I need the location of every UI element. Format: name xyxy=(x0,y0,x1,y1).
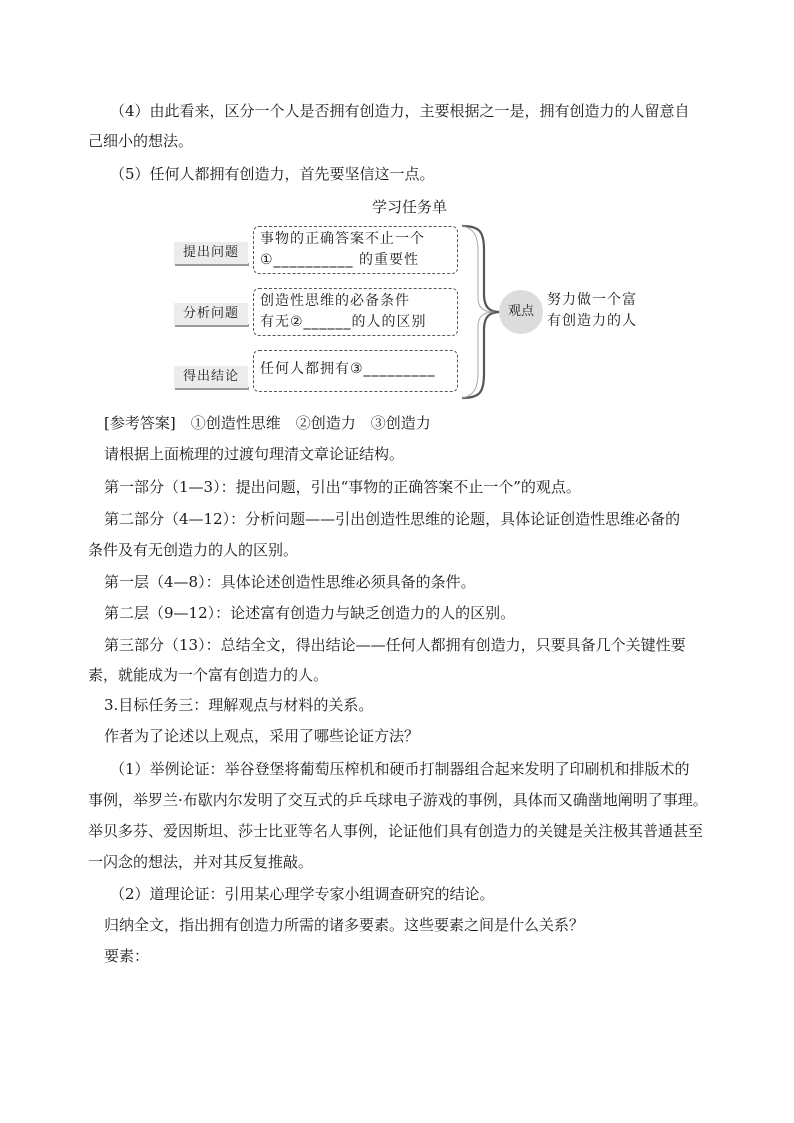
box-analysis xyxy=(253,288,458,336)
paragraph-4-continued: 己细小的想法。 xyxy=(88,132,194,150)
viewpoint-conclusion xyxy=(547,290,637,332)
method-example: （1）举例论证：举谷登堡将葡萄压榨机和硬币打制器组合起来发明了印刷机和排版术的 xyxy=(110,760,690,778)
box-conclusion xyxy=(253,350,458,392)
paragraph-4: （4）由此看来，区分一个人是否拥有创造力，主要根据之一是，拥有创造力的人留意自 xyxy=(110,102,690,120)
part-one: 第一部分（1—3）：提出问题，引出“事物的正确答案不止一个”的观点。 xyxy=(104,478,581,496)
viewpoint-conclusion-line1: 努力做一个富 xyxy=(547,292,637,308)
viewpoint-conclusion-line2: 有创造力的人 xyxy=(547,313,637,329)
box-question-line2: ①__________ 的重要性 xyxy=(260,252,420,268)
elements-label: 要素： xyxy=(104,947,150,965)
box-question-line1: 事物的正确答案不止一个 xyxy=(260,231,425,247)
paragraph-5: （5）任何人都拥有创造力，首先要坚信这一点。 xyxy=(110,165,435,183)
label-raise-question: 提出问题 xyxy=(174,242,248,264)
part-two: 第二部分（4—12）：分析问题——引出创造性思维的论题，具体论证创造性思维必备的 xyxy=(104,510,681,528)
method-example-line3: 举贝多芬、爱因斯坦、莎士比亚等名人事例，论证他们具有创造力的关键是关注极其普通甚至 xyxy=(88,822,704,840)
box-conclusion-line1: 任何人都拥有③_________ xyxy=(260,361,436,377)
box-analysis-line1: 创造性思维的必备条件 xyxy=(260,293,410,309)
method-example-line2: 事例，举罗兰·布歇内尔发明了交互式的乒乓球电子游戏的事例，具体而又确凿地阐明了事理。 xyxy=(88,791,708,809)
part-three: 第三部分（13）：总结全文，得出结论——任何人都拥有创造力，只要具备几个关键性要 xyxy=(104,636,686,654)
layer-one: 第一层（4—8）：具体论述创造性思维必须具备的条件。 xyxy=(104,573,476,591)
viewpoint-circle: 观点 xyxy=(499,290,543,334)
method-example-line4: 一闪念的想法，并对其反复推敲。 xyxy=(88,853,314,871)
reference-answer: [参考答案] ①创造性思维 ②创造力 ③创造力 xyxy=(104,414,431,432)
label-analyze-question: 分析问题 xyxy=(174,303,248,325)
target-task-three: 3.目标任务三：理解观点与材料的关系。 xyxy=(104,696,374,714)
box-question xyxy=(253,226,458,274)
layer-two: 第二层（9—12）：论述富有创造力与缺乏创造力的人的区别。 xyxy=(104,604,516,622)
instruction-line: 请根据上面梳理的过渡句理清文章论证结构。 xyxy=(104,445,405,463)
box-analysis-line2: 有无②______的人的区别 xyxy=(260,314,427,330)
part-three-continued: 素，就能成为一个富有创造力的人。 xyxy=(88,666,329,684)
summary-question: 归纳全文，指出拥有创造力所需的诸多要素。这些要素之间是什么关系？ xyxy=(104,916,585,934)
method-reasoning: （2）道理论证：引用某心理学专家小组调查研究的结论。 xyxy=(110,885,495,903)
brace-icon xyxy=(458,222,503,402)
part-two-continued: 条件及有无创造力的人的区别。 xyxy=(88,541,299,559)
task-sheet-title: 学习任务单 xyxy=(372,198,448,216)
label-draw-conclusion: 得出结论 xyxy=(174,366,248,388)
question-methods: 作者为了论述以上观点，采用了哪些论证方法？ xyxy=(104,727,420,745)
